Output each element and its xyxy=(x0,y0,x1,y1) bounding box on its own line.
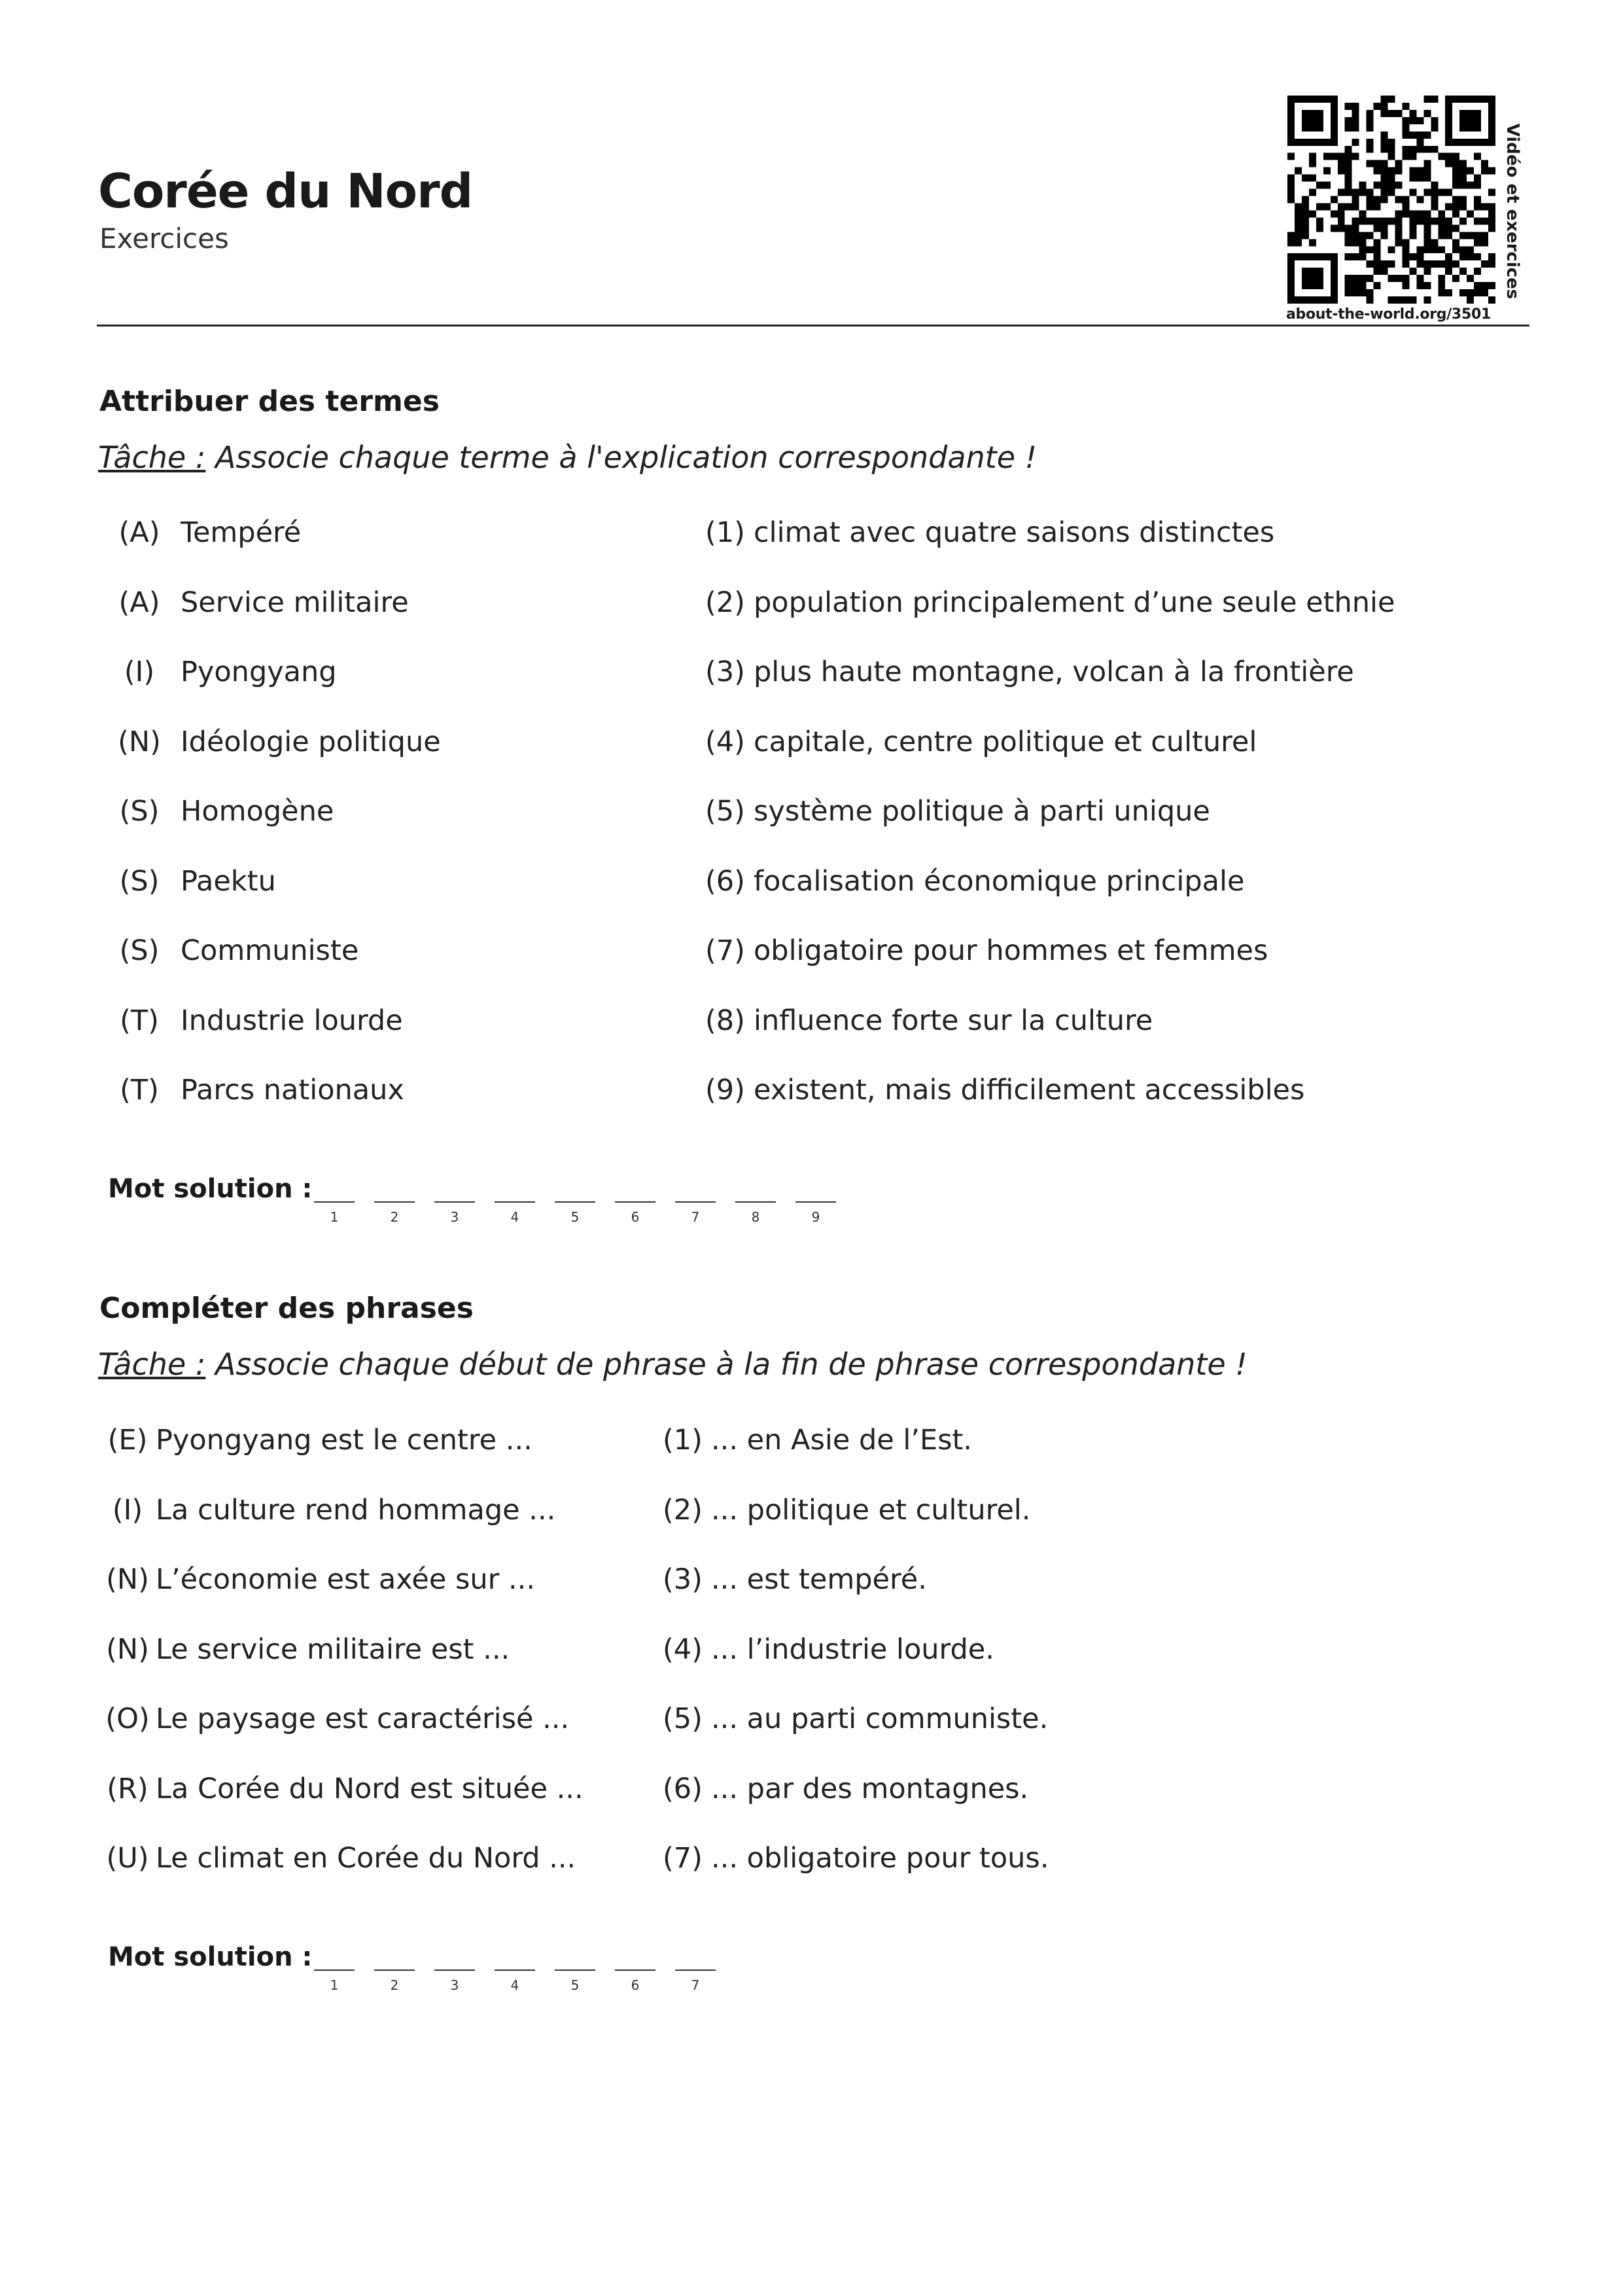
term-text: Pyongyang xyxy=(181,656,337,688)
sentence-end-item xyxy=(663,1563,927,1596)
sentence-start-text: Pyongyang est le centre ... xyxy=(156,1424,532,1457)
sentence-start-text: La Corée du Nord est située ... xyxy=(156,1772,584,1805)
solution-blank xyxy=(434,1201,475,1203)
section2-task-label: Tâche : xyxy=(98,1347,206,1382)
solution-blank xyxy=(675,1201,716,1203)
section1-task xyxy=(98,440,1037,475)
explanation-item xyxy=(705,516,1274,549)
sentence-start-item xyxy=(105,1633,510,1666)
term-item xyxy=(118,656,337,688)
solution-blank-number: 5 xyxy=(570,1977,580,1993)
qr-side-label-text: Vidéo et exercices xyxy=(1503,123,1522,300)
solution-blank-number: 4 xyxy=(510,1209,519,1225)
term-letter: (T) xyxy=(120,1004,159,1037)
sentence-end-item xyxy=(663,1424,972,1457)
explanation-number: (6) xyxy=(705,864,745,898)
sentence-end-text: ... au parti communiste. xyxy=(711,1703,1049,1735)
solution-blank xyxy=(374,1969,415,1971)
solution-blank-number: 3 xyxy=(450,1209,459,1225)
qr-code-icon[interactable] xyxy=(1287,96,1495,304)
sentence-start-letter: (U) xyxy=(106,1842,149,1875)
page-title: Corée du Nord xyxy=(98,164,473,219)
term-item xyxy=(118,1004,403,1037)
sentence-end-text: ... obligatoire pour tous. xyxy=(711,1842,1049,1875)
solution-blank-number: 6 xyxy=(631,1977,640,1993)
page-subtitle: Exercices xyxy=(99,222,229,255)
sentence-start-letter: (N) xyxy=(106,1633,149,1666)
solution-blank xyxy=(495,1969,535,1971)
term-text: Homogène xyxy=(181,795,334,828)
explanation-number: (5) xyxy=(705,795,745,828)
solution-blank xyxy=(795,1201,836,1203)
sentence-start-item xyxy=(105,1563,535,1596)
sentence-end-number: (5) xyxy=(663,1703,703,1735)
sentence-end-text: ... politique et culturel. xyxy=(711,1493,1031,1527)
solution-blank-number: 1 xyxy=(330,1977,339,1993)
explanation-text: système politique à parti unique xyxy=(754,795,1210,828)
term-item xyxy=(118,1074,404,1106)
qr-url-text: about-the-world.org/3501 xyxy=(1286,306,1491,323)
section2-solution-label: Mot solution : xyxy=(108,1942,313,1972)
term-item xyxy=(118,865,276,898)
term-letter: (N) xyxy=(118,725,161,758)
term-text: Idéologie politique xyxy=(181,725,441,758)
term-text: Tempéré xyxy=(181,516,302,549)
sentence-start-item xyxy=(105,1424,532,1457)
sentence-end-number: (3) xyxy=(663,1563,703,1596)
header-divider xyxy=(97,325,1529,327)
sentence-start-text: Le paysage est caractérisé ... xyxy=(156,1703,570,1735)
explanation-item xyxy=(705,586,1395,619)
solution-blank xyxy=(555,1969,595,1971)
sentence-end-item xyxy=(663,1494,1030,1527)
sentence-start-letter: (E) xyxy=(107,1424,148,1457)
term-text: Parcs nationaux xyxy=(181,1074,404,1106)
term-text: Communiste xyxy=(181,934,359,967)
sentence-start-letter: (N) xyxy=(106,1563,149,1596)
solution-blank-number: 8 xyxy=(751,1209,760,1225)
term-letter: (S) xyxy=(119,864,160,898)
solution-blank-number: 7 xyxy=(691,1209,700,1225)
solution-blank xyxy=(495,1201,535,1203)
section2-title: Compléter des phrases xyxy=(99,1292,474,1325)
solution-blank-number: 2 xyxy=(390,1209,399,1225)
solution-blank-number: 2 xyxy=(390,1977,399,1993)
solution-blank-number: 9 xyxy=(811,1209,820,1225)
solution-blank xyxy=(675,1969,716,1971)
term-text: Industrie lourde xyxy=(181,1004,403,1037)
section1-solution-label: Mot solution : xyxy=(108,1174,313,1204)
term-letter: (T) xyxy=(120,1074,159,1106)
explanation-item xyxy=(705,1004,1153,1037)
section2-task xyxy=(98,1347,1248,1382)
term-item xyxy=(118,795,334,828)
explanation-text: obligatoire pour hommes et femmes xyxy=(754,934,1268,967)
sentence-end-text: ... en Asie de l’Est. xyxy=(711,1424,973,1457)
explanation-number: (8) xyxy=(705,1004,745,1037)
explanation-text: focalisation économique principale xyxy=(754,864,1245,898)
explanation-text: capitale, centre politique et culturel xyxy=(754,725,1257,758)
term-letter: (A) xyxy=(118,586,160,619)
term-letter: (S) xyxy=(119,795,160,828)
sentence-start-text: Le climat en Corée du Nord ... xyxy=(156,1842,576,1875)
sentence-start-text: L’économie est axée sur ... xyxy=(156,1563,535,1596)
explanation-number: (9) xyxy=(705,1074,745,1106)
solution-blank-number: 5 xyxy=(570,1209,580,1225)
sentence-start-item xyxy=(105,1842,576,1875)
section1-task-label: Tâche : xyxy=(98,440,206,475)
explanation-item xyxy=(705,656,1354,688)
explanation-number: (2) xyxy=(705,586,745,619)
section2-task-text: Associe chaque début de phrase à la fin de phrase correspondante ! xyxy=(205,1347,1248,1382)
explanation-item xyxy=(705,865,1244,898)
solution-blank xyxy=(434,1969,475,1971)
solution-blank-number: 3 xyxy=(450,1977,459,1993)
section1-title: Attribuer des termes xyxy=(99,385,440,418)
sentence-end-number: (1) xyxy=(663,1424,703,1457)
sentence-start-letter: (O) xyxy=(105,1703,150,1735)
explanation-text: existent, mais difficilement accessibles xyxy=(754,1074,1305,1106)
solution-blank-number: 6 xyxy=(631,1209,640,1225)
sentence-start-text: La culture rend hommage ... xyxy=(156,1493,556,1527)
solution-blank xyxy=(374,1201,415,1203)
sentence-end-item xyxy=(663,1633,994,1666)
qr-side-label xyxy=(1493,122,1532,301)
explanation-number: (1) xyxy=(705,516,745,549)
section1-task-text: Associe chaque terme à l'explication correspondante ! xyxy=(205,440,1038,475)
solution-blank xyxy=(735,1201,776,1203)
explanation-item xyxy=(705,795,1210,828)
sentence-end-number: (7) xyxy=(663,1842,703,1875)
sentence-start-item xyxy=(105,1773,584,1805)
solution-blank xyxy=(314,1969,355,1971)
solution-blank xyxy=(615,1201,655,1203)
sentence-start-text: Le service militaire est ... xyxy=(156,1633,510,1666)
explanation-item xyxy=(705,1074,1304,1106)
solution-blank xyxy=(314,1201,355,1203)
explanation-number: (4) xyxy=(705,725,745,758)
solution-blank xyxy=(555,1201,595,1203)
term-text: Service militaire xyxy=(181,586,409,619)
explanation-text: influence forte sur la culture xyxy=(754,1004,1153,1037)
sentence-end-number: (4) xyxy=(663,1633,703,1666)
explanation-text: population principalement d’une seule ethnie xyxy=(754,586,1395,619)
term-item xyxy=(118,586,409,619)
term-item xyxy=(118,516,301,549)
sentence-end-text: ... l’industrie lourde. xyxy=(711,1633,994,1666)
term-item xyxy=(118,726,441,758)
sentence-end-item xyxy=(663,1703,1048,1735)
sentence-end-text: ... par des montagnes. xyxy=(711,1772,1029,1805)
sentence-end-text: ... est tempéré. xyxy=(711,1563,927,1596)
term-letter: (S) xyxy=(119,934,160,967)
explanation-number: (7) xyxy=(705,934,745,967)
sentence-end-number: (6) xyxy=(663,1772,703,1805)
term-letter: (A) xyxy=(118,516,160,549)
explanation-item xyxy=(705,726,1257,758)
sentence-end-item xyxy=(663,1842,1049,1875)
sentence-start-letter: (I) xyxy=(112,1493,143,1527)
solution-blank-number: 4 xyxy=(510,1977,519,1993)
solution-blank-number: 1 xyxy=(330,1209,339,1225)
term-text: Paektu xyxy=(181,864,276,898)
explanation-text: climat avec quatre saisons distinctes xyxy=(754,516,1275,549)
sentence-start-item xyxy=(105,1703,569,1735)
sentence-end-number: (2) xyxy=(663,1493,703,1527)
term-item xyxy=(118,934,358,967)
solution-blank-number: 7 xyxy=(691,1977,700,1993)
sentence-end-item xyxy=(663,1773,1028,1805)
explanation-text: plus haute montagne, volcan à la frontière xyxy=(754,656,1354,688)
sentence-start-item xyxy=(105,1494,555,1527)
explanation-number: (3) xyxy=(705,656,745,688)
solution-blank xyxy=(615,1969,655,1971)
sentence-start-letter: (R) xyxy=(107,1772,148,1805)
term-letter: (I) xyxy=(124,656,155,688)
explanation-item xyxy=(705,934,1268,967)
